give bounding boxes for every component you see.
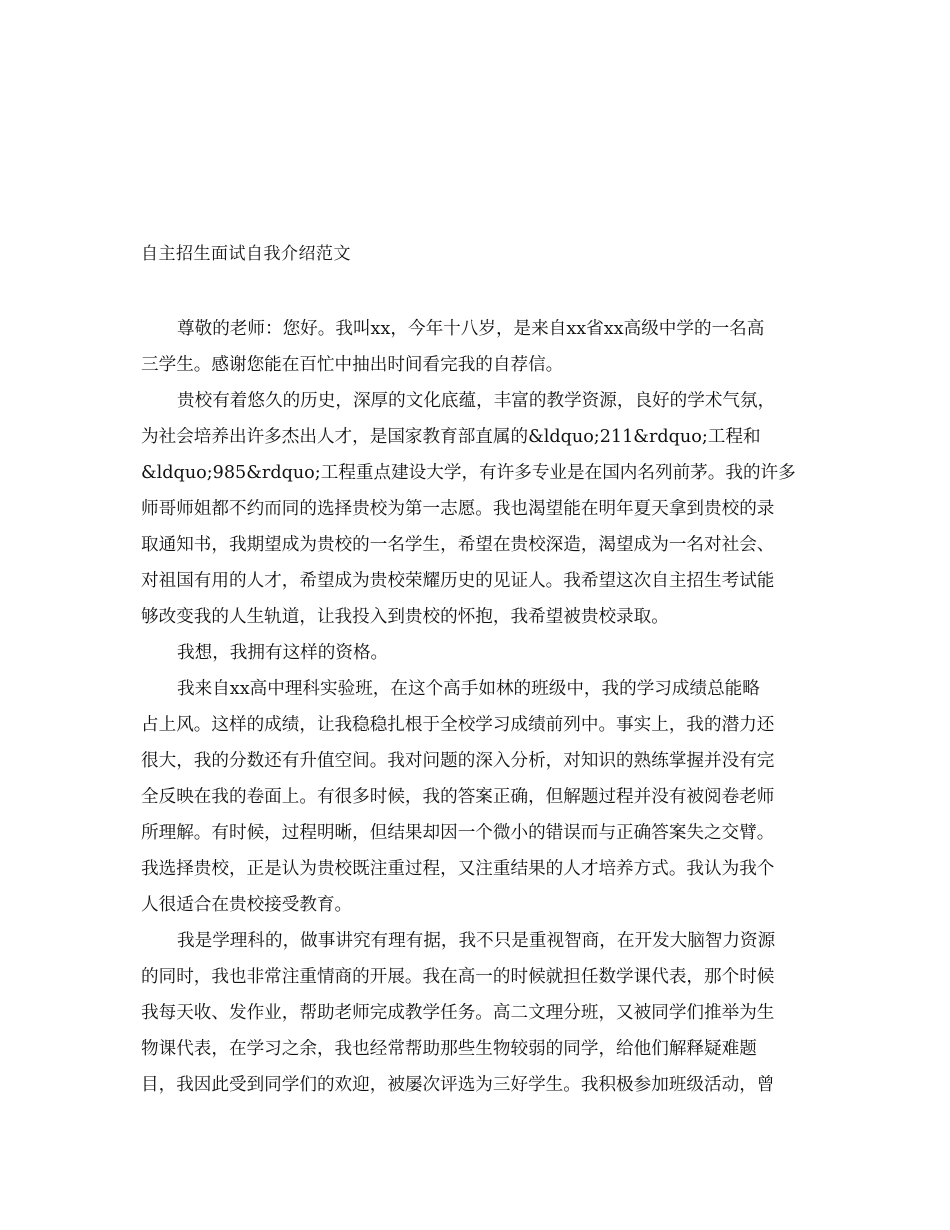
text-line: 我是学理科的，做事讲究有理有据，我不只是重视智商，在开发大脑智力资源 [177, 931, 776, 951]
text-line: 够改变我的人生轨道，让我投入到贵校的怀抱，我希望被贵校录取。 [141, 607, 669, 627]
text-line: 的同时，我也非常注重情商的开展。我在高一的时候就担任数学课代表，那个时候 [141, 967, 775, 987]
text-line: &ldquo;985&rdquo;工程重点建设大学，有许多专业是在国内名列前茅。我的许多 [141, 463, 796, 483]
text-line: 尊敬的老师：您好。我叫xx，今年十八岁，是来自xx省xx高级中学的一名高 [177, 319, 765, 339]
text-line: 取通知书，我期望成为贵校的一名学生，希望在贵校深造，渴望成为一名对社会、 [141, 535, 775, 555]
text-line: 很大，我的分数还有升值空间。我对问题的深入分析，对知识的熟练掌握并没有完 [141, 751, 775, 771]
text-line: 物课代表，在学习之余，我也经常帮助那些生物较弱的同学，给他们解释疑难题 [141, 1039, 757, 1059]
text-line: 目，我因此受到同学们的欢迎，被屡次评选为三好学生。我积极参加班级活动，曾 [141, 1075, 775, 1095]
text-line: 我每天收、发作业，帮助老师完成教学任务。高二文理分班，又被同学们推举为生 [141, 1003, 775, 1023]
text-line: 为社会培养出许多杰出人才，是国家教育部直属的&ldquo;211&rdquo;工程和 [141, 427, 761, 447]
text-line: 我想，我拥有这样的资格。 [177, 643, 389, 663]
text-line: 我选择贵校，正是认为贵校既注重过程，又注重结果的人才培养方式。我认为我个 [141, 859, 775, 879]
document-body [141, 311, 815, 1103]
text-line: 人很适合在贵校接受教育。 [141, 895, 353, 915]
text-line: 所理解。有时候，过程明晰，但结果却因一个微小的错误而与正确答案失之交臂。 [141, 823, 775, 843]
text-line: 三学生。感谢您能在百忙中抽出时间看完我的自荐信。 [141, 355, 564, 375]
text-line: 贵校有着悠久的历史，深厚的文化底蕴，丰富的教学资源，良好的学术气氛， [177, 391, 776, 411]
document-title: 自主招生面试自我介绍范文 [141, 244, 351, 264]
text-line: 全反映在我的卷面上。有很多时候，我的答案正确，但解题过程并没有被阅卷老师 [141, 787, 775, 807]
text-line: 对祖国有用的人才，希望成为贵校荣耀历史的见证人。我希望这次自主招生考试能 [141, 571, 775, 591]
text-line: 师哥师姐都不约而同的选择贵校为第一志愿。我也渴望能在明年夏天拿到贵校的录 [141, 499, 775, 519]
text-line: 我来自xx高中理科实验班，在这个高手如林的班级中，我的学习成绩总能略 [177, 679, 760, 699]
text-line: 占上风。这样的成绩，让我稳稳扎根于全校学习成绩前列中。事实上，我的潜力还 [141, 715, 775, 735]
